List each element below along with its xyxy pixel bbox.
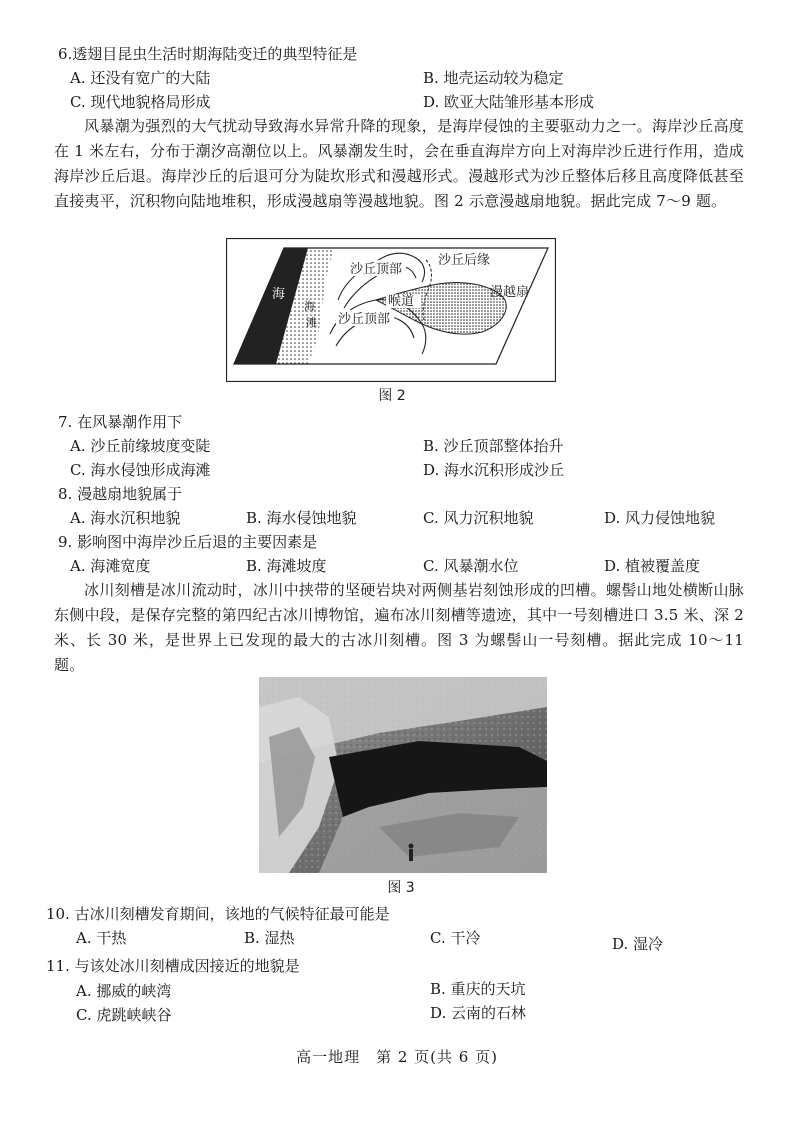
- question-11-option-d: D. 云南的石林: [430, 1004, 527, 1022]
- question-10-option-b: B. 湿热: [244, 929, 295, 947]
- question-9-stem: 9. 影响图中海岸沙丘后退的主要因素是: [58, 533, 318, 551]
- question-8-option-b: B. 海水侵蚀地貌: [246, 509, 357, 527]
- label-throat: 喉道: [388, 294, 415, 309]
- question-11-option-a: A. 挪威的峡湾: [76, 982, 172, 1000]
- question-7-option-c: C. 海水侵蚀形成海滩: [70, 461, 211, 479]
- question-8-stem: 8. 漫越扇地貌属于: [58, 485, 183, 503]
- question-8-option-c: C. 风力沉积地貌: [423, 509, 534, 527]
- question-10-stem: 10. 古冰川刻槽发育期间，该地的气候特征最可能是: [46, 905, 390, 923]
- figure-2-caption: 图 2: [378, 388, 406, 404]
- question-8-option-a: A. 海水沉积地貌: [70, 509, 181, 527]
- label-dune-crest-bottom: 沙丘顶部: [338, 312, 391, 327]
- question-9-option-d: D. 植被覆盖度: [604, 557, 701, 575]
- label-dune-crest-top: 沙丘顶部: [350, 262, 403, 277]
- label-beach-1: 海: [304, 300, 315, 313]
- question-10-option-a: A. 干热: [76, 929, 127, 947]
- question-6-option-d: D. 欧亚大陆雏形基本形成: [423, 93, 595, 111]
- question-11-stem: 11. 与该处冰川刻槽成因接近的地貌是: [46, 957, 300, 975]
- question-6-option-a: A. 还没有宽广的大陆: [70, 69, 211, 87]
- question-11-option-c: C. 虎跳峡峡谷: [76, 1006, 172, 1024]
- question-7-option-d: D. 海水沉积形成沙丘: [423, 461, 565, 479]
- question-8-option-d: D. 风力侵蚀地貌: [604, 509, 716, 527]
- label-overwash-fan: 漫越扇: [490, 285, 530, 300]
- figure-2-overwash-fan-diagram: [226, 238, 556, 382]
- question-10-option-c: C. 干冷: [430, 929, 481, 947]
- figure-3-caption: 图 3: [387, 880, 415, 896]
- question-9-option-a: A. 海滩宽度: [70, 557, 151, 575]
- question-6-option-b: B. 地壳运动较为稳定: [423, 69, 564, 87]
- question-11-option-b: B. 重庆的天坑: [430, 980, 526, 998]
- passage-glacial-groove: 冰川刻槽是冰川流动时，冰川中挟带的坚硬岩块对两侧基岩刻蚀形成的凹槽。螺髻山地处横断山脉东侧中段，是保存完整的第四纪古冰川博物馆，遍布冰川刻槽等遗迹，其中一号刻槽进口 3.5 米、深 2 米、长 30 米，是世界上已发现的最大的古冰川刻槽。图 3 为螺髻山一号刻槽。据此完成 10～11 题。: [54, 581, 744, 674]
- question-6-option-c: C. 现代地貌格局形成: [70, 93, 211, 111]
- question-6-stem: 6.透翅目昆虫生活时期海陆变迁的典型特征是: [58, 45, 358, 63]
- question-9-option-b: B. 海滩坡度: [246, 557, 327, 575]
- question-9-option-c: C. 风暴潮水位: [423, 557, 519, 575]
- label-beach-2: 滩: [306, 316, 317, 329]
- question-7-option-b: B. 沙丘顶部整体抬升: [423, 437, 564, 455]
- question-10-option-d: D. 湿冷: [612, 935, 664, 953]
- label-dune-back-edge: 沙丘后缘: [438, 253, 491, 268]
- page-footer: 高一地理 第 2 页(共 6 页): [296, 1048, 498, 1066]
- question-7-option-a: A. 沙丘前缘坡度变陡: [70, 437, 211, 455]
- passage-storm-surge: 风暴潮为强烈的大气扰动导致海水异常升降的现象，是海岸侵蚀的主要驱动力之一。海岸沙丘高度在 1 米左右，分布于潮汐高潮位以上。风暴潮发生时，会在垂直海岸方向上对海岸沙丘进行作用，造成海岸沙丘后退。海岸沙丘的后退可分为陡坎形式和漫越形式。漫越形式为沙丘整体后移且高度降低甚至直接夷平，沉积物向陆地堆积，形成漫越扇等漫越地貌。图 2 示意漫越扇地貌。据此完成 7～9 题。: [54, 117, 744, 210]
- label-sea: 海: [272, 287, 286, 302]
- figure-3-glacial-groove-photo: [259, 677, 547, 873]
- question-7-stem: 7. 在风暴潮作用下: [58, 413, 183, 431]
